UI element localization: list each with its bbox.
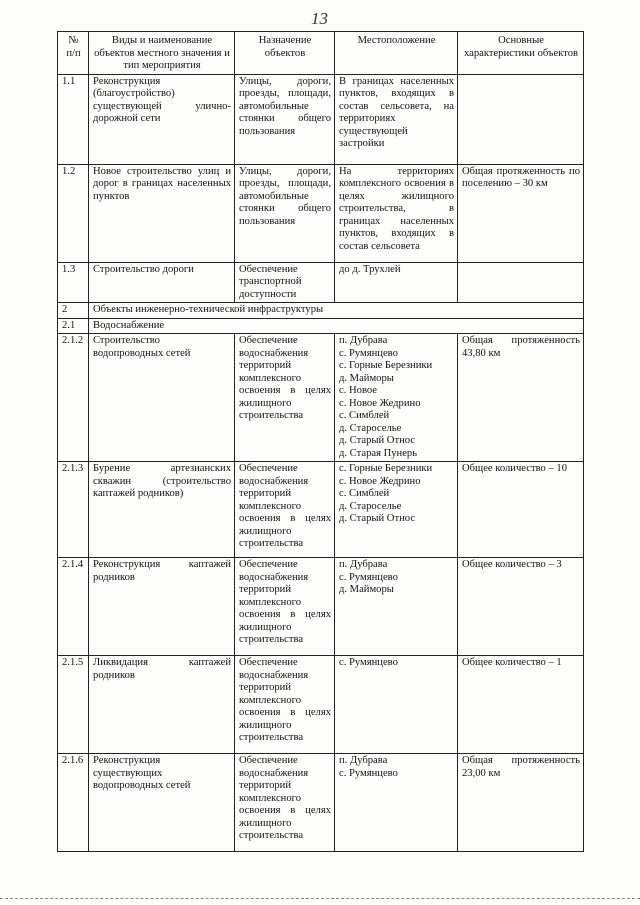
location-item: В границах населенных пунктов, входящих в состав сельсовета, на территориях существующей застройки — [339, 75, 454, 149]
row-number: 2.1.4 — [58, 558, 89, 656]
location-item: д. Старая Пунерь — [339, 447, 418, 459]
location-item: д. Староселье — [339, 422, 402, 434]
location-item: с. Симблей — [339, 410, 390, 421]
location-item: с. Румянцево — [339, 571, 398, 583]
header-purpose: Назначение объектов — [235, 32, 335, 75]
row-location — [335, 462, 458, 558]
row-location — [335, 262, 458, 303]
row-location — [335, 558, 458, 656]
table-row — [58, 334, 584, 462]
table-row — [58, 656, 584, 754]
row-characteristics: Общее количество – 3 — [458, 558, 584, 656]
row-name: Реконструкция (благоустройство) существующей улично-дорожной сети — [89, 74, 235, 164]
location-item: с. Румянцево — [339, 657, 398, 668]
table-row — [58, 558, 584, 656]
location-item: с. Симблей — [339, 488, 390, 499]
location-item: с. Румянцево — [339, 767, 398, 779]
row-characteristics: Общая протяженность 43,80 км — [458, 334, 584, 462]
location-item: п. Дубрава — [339, 335, 388, 346]
row-number: 2.1.5 — [58, 656, 89, 754]
location-item: до д. Трухлей — [339, 263, 401, 275]
location-item: с. Горные Березники — [339, 463, 433, 474]
row-number: 2.1.6 — [58, 754, 89, 852]
location-item: п. Дубрава — [339, 559, 388, 570]
row-number: 1.2 — [58, 164, 89, 262]
table-row — [58, 74, 584, 164]
section-title: Водоснабжение — [89, 318, 584, 334]
location-item: с. Новое Жедрино — [339, 475, 421, 487]
row-name: Реконструкция каптажей родников — [89, 558, 235, 656]
row-characteristics — [458, 74, 584, 164]
location-item: д. Майморы — [339, 372, 394, 384]
location-item: с. Румянцево — [339, 347, 398, 359]
row-number: 2.1.3 — [58, 462, 89, 558]
location-item: с. Новое Жедрино — [339, 397, 421, 409]
row-purpose: Обеспечение водоснабжения территорий комплексного освоения в целях жилищного строительства — [235, 656, 335, 754]
row-characteristics: Общая протяженность по поселению – 30 км — [458, 164, 584, 262]
objects-table — [57, 31, 584, 852]
section-title: Объекты инженерно-технической инфраструктуры — [89, 303, 584, 319]
row-characteristics — [458, 262, 584, 303]
location-item: с. Новое — [339, 385, 378, 396]
location-item: д. Староселье — [339, 500, 402, 512]
page-number: 13 — [311, 9, 328, 28]
location-item: д. Старый Относ — [339, 513, 416, 524]
section-row — [58, 303, 584, 319]
row-number: 1.3 — [58, 262, 89, 303]
location-item: д. Майморы — [339, 584, 394, 595]
row-name: Бурение артезианских скважин (строительство каптажей родников) — [89, 462, 235, 558]
table-row — [58, 754, 584, 852]
row-purpose: Обеспечение транспортной доступности — [235, 262, 335, 303]
header-number: № п/п — [58, 32, 89, 75]
header-name: Виды и наименование объектов местного значения и тип мероприятия — [89, 32, 235, 75]
row-name: Реконструкция существующих водопроводных сетей — [89, 754, 235, 852]
row-location — [335, 74, 458, 164]
table-row — [58, 462, 584, 558]
table-row — [58, 262, 584, 303]
row-name: Ликвидация каптажей родников — [89, 656, 235, 754]
row-purpose: Обеспечение водоснабжения территорий комплексного освоения в целях жилищного строительства — [235, 558, 335, 656]
location-item: На территориях комплексного освоения в целях жилищного строительства, в границах населенных пунктов, входящих в состав сельсовета — [339, 165, 454, 252]
location-item: с. Горные Березники — [339, 360, 433, 371]
row-location — [335, 656, 458, 754]
section-row — [58, 318, 584, 334]
row-characteristics: Общее количество – 10 — [458, 462, 584, 558]
row-purpose: Обеспечение водоснабжения территорий комплексного освоения в целях жилищного строительства — [235, 754, 335, 852]
table-row — [58, 164, 584, 262]
row-location — [335, 164, 458, 262]
row-purpose: Улицы, дороги, проезды, площади, автомобильные стоянки общего пользования — [235, 164, 335, 262]
row-number: 2.1.2 — [58, 334, 89, 462]
row-location — [335, 754, 458, 852]
table-body — [58, 74, 584, 852]
row-characteristics: Общее количество – 1 — [458, 656, 584, 754]
header-characteristics: Основные характеристики объектов — [458, 32, 584, 75]
scan-edge-line — [0, 898, 640, 899]
row-characteristics: Общая протяженность 23,00 км — [458, 754, 584, 852]
table-header-row — [58, 32, 584, 75]
row-purpose: Обеспечение водоснабжения территорий комплексного освоения в целях жилищного строительства — [235, 334, 335, 462]
section-number: 2.1 — [58, 318, 89, 334]
row-name: Строительство водопроводных сетей — [89, 334, 235, 462]
section-number: 2 — [58, 303, 89, 319]
location-item: п. Дубрава — [339, 755, 388, 766]
location-item: д. Старый Относ — [339, 435, 416, 446]
row-name: Новое строительство улиц и дорог в границах населенных пунктов — [89, 164, 235, 262]
row-name: Строительство дороги — [89, 262, 235, 303]
row-number: 1.1 — [58, 74, 89, 164]
row-purpose: Обеспечение водоснабжения территорий комплексного освоения в целях жилищного строительства — [235, 462, 335, 558]
row-purpose: Улицы, дороги, проезды, площади, автомобильные стоянки общего пользования — [235, 74, 335, 164]
header-location: Местоположение — [335, 32, 458, 75]
row-location — [335, 334, 458, 462]
